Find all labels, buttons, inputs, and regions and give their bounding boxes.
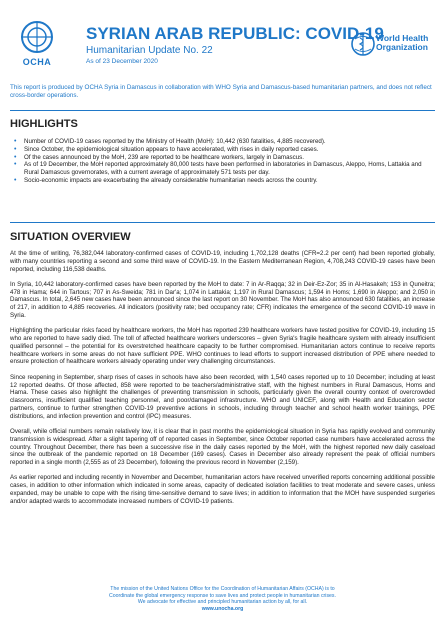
highlight-item: • Socio-economic impacts are exacerbating the already considerable humanitarian needs across the country.	[14, 177, 434, 185]
intro-note: This report is produced by OCHA Syria in Damascus in collaboration with WHO Syria and Damascus-based humanitarian partners, and does not reflect cross-border operations.	[10, 84, 432, 99]
highlight-item: • As of 19 December, the MoH reported approximately 80,000 tests have been performed in laboratories in Damascus, Aleppo, Homs, Lattakia and Rural Damascus governorates, with a current average of approximately 571 tests per day.	[14, 161, 434, 177]
title-block	[86, 24, 384, 65]
highlights-list	[14, 138, 434, 185]
page-title: SYRIAN ARAB REPUBLIC: COVID-19	[86, 24, 384, 43]
footer-line-1: The mission of the United Nations Office for the Coordination of Humanitarian Affairs (OCHA) is to	[110, 586, 335, 592]
paragraph: Since reopening in September, sharp rises of cases in schools have also been recorded, with 1,540 cases reported up to 10 December; including at least 12 reported deaths. Of those affected, 858 were reported to be teachers/administrative staff, with the highest numbers in Rural Damascus, Homs and Hama. These cases also highlight the challenges of preventing transmission in schools, particularly given the overall country context of overcrowded classrooms, insufficient qualified teaching personnel, and poor/damaged infrastructure. WHO and UNICEF, along with Health and Education sector partners, continue to further strengthen COVID-19 preventive actions in schools, including through teacher and school health worker trainings, PPE distributions, and infection prevention and control (IPC) measures.	[10, 373, 435, 420]
who-wordmark	[376, 34, 428, 52]
footer	[70, 586, 375, 612]
who-emblem-icon	[350, 30, 376, 58]
divider	[10, 222, 435, 223]
page-header	[0, 0, 445, 80]
footer-line-3: We advocate for effective and principled humanitarian action by all, for all.	[137, 599, 308, 605]
situation-heading: SITUATION OVERVIEW	[10, 231, 131, 243]
footer-url-link[interactable]: www.unocha.org	[201, 605, 244, 612]
paragraph: As earlier reported and including recently in November and December, humanitarian actors have received unverified reports concerning additional possible cases, in addition to other information which indicated in some areas, capacity of dedicated isolation facilities to treat moderate and severe cases, unless expanded, may be unable to cope with the rising time-sensitive demand to save lives; in addition to information that the MOH have suspended surgeries and/or adapted wards to accommodate increased numbers of COVID-19 patients.	[10, 474, 435, 505]
highlights-heading: HIGHLIGHTS	[10, 118, 78, 130]
paragraph: Highlighting the particular risks faced by healthcare workers, the MoH has reported 239 healthcare workers have tested positive for COVID-19, including 15 who are reported to have sadly died. The toll of affected healthcare workers underscores – given Syria's fragile healthcare system with already insufficient qualified personnel – the potential for its overstretched healthcare capacity to be further compromised. Humanitarian actors continue to receive reports healthcare workers in some areas do not have sufficient PPE. WHO continues to lead efforts to support increased distribution of PPE where needed to ensure protection of healthcare workers already operating under very challenging circumstances.	[10, 327, 435, 366]
who-line-1: World Health	[376, 33, 429, 43]
who-line-2: Organization	[376, 42, 428, 52]
ocha-logo	[10, 20, 64, 72]
paragraph: Overall, while official numbers remain relatively low, it is clear that in past months the epidemiological situation in Syria has rapidly evolved and community transmission is widespread. After a slight tapering off of reported cases in September, since October reported case numbers have accelerated across the country. Throughout December, there has been a successive rise in the daily cases reported by the MoH, with the highest reported new daily caseload since the outbreak of the pandemic reported on 18 December (169 cases). Cases in December also already represent the peak of official numbers reported in a single month (2,555 as of 23 December), following the previous record in November (2,159).	[10, 428, 435, 466]
situation-body	[10, 250, 435, 513]
page-subtitle: Humanitarian Update No. 22	[86, 45, 213, 56]
ocha-label: OCHA	[22, 57, 52, 67]
highlight-item: • Number of COVID-19 cases reported by the Ministry of Health (MoH): 10,442 (630 fatalities, 4,885 recovered).	[14, 138, 434, 146]
ocha-globe-icon	[10, 20, 64, 56]
highlight-item: • Of the cases announced by the MoH, 239 are reported to be healthcare workers, largely in Damascus.	[14, 154, 434, 162]
highlight-item: • Since October, the epidemiological situation appears to have accelerated, with rises in daily reported cases.	[14, 146, 434, 154]
divider	[10, 110, 435, 111]
paragraph: At the time of writing, 76,382,044 laboratory-confirmed cases of COVID-19, including 1,702,128 deaths (CFR=2.2 per cent) had been reported globally, with many countries reporting a second and some third wave of COVID-19. In the Eastern Mediterranean Region, 4,708,243 COVID-19 cases have been reported, including 116,538 deaths.	[10, 250, 435, 273]
paragraph: In Syria, 10,442 laboratory-confirmed cases have been reported by the MoH to date: 7 in Ar-Raqqa; 32 in Deir-Ez-Zor; 35 in Al-Hasakeh; 153 in Quneitra; 478 in Hama; 644 in Tartous; 707 in As-Sweida; 781 in Dar'a; 1,074 in Lattakia; 1,197 in Rural Damascus; 1,594 in Homs; 1,690 in Aleppo; and 2,050 in Damascus. In total, 2,645 new cases have been announced since the last report on 30 November. The MoH has also announced 630 fatalities, an increase of 217, in addition to 4,885 recoveries. All indicators (positivity rate; bed occupancy rate; CFR) indicates the emergence of the second COVID-19 wave in Syria.	[10, 280, 435, 319]
who-logo	[350, 30, 440, 70]
report-date: As of 23 December 2020	[86, 58, 158, 65]
footer-line-2: Coordinate the global emergency response to save lives and protect people in humanitarian crises.	[109, 592, 336, 599]
